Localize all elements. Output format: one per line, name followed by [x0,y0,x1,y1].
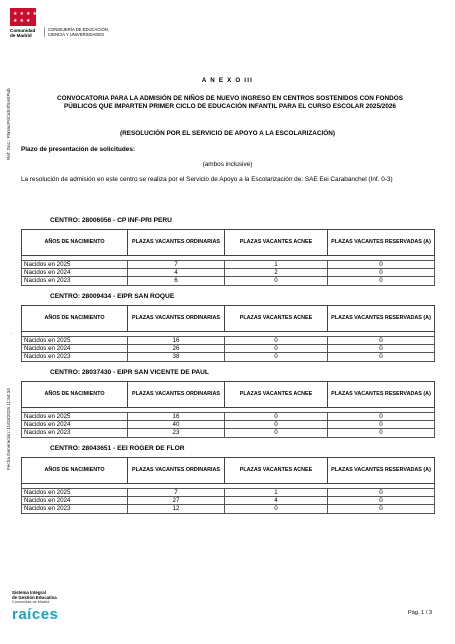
raices-wordmark: raíces [12,606,59,623]
acnee-places-cell: 0 [225,421,328,429]
vacancies-table [21,381,435,438]
acnee-places-cell: 0 [225,353,328,361]
ordinary-places-cell: 7 [128,261,225,269]
acnee-places-cell: 0 [225,413,328,421]
ordinary-places-cell: 12 [128,505,225,513]
birth-year-cell: Nacidos en 2024 [22,269,128,277]
reserved-places-cell: 0 [328,505,435,513]
table-row [22,497,435,505]
ordinary-places-cell: 40 [128,421,225,429]
birth-year-cell: Nacidos en 2025 [22,489,128,497]
birth-year-cell: Nacidos en 2025 [22,413,128,421]
header-birth-year: AÑOS DE NACIMIENTO [22,230,128,256]
centro-title: CENTRO: 28006056 - CP INF-PRI PERU [50,217,172,224]
birth-year-cell: Nacidos en 2023 [22,277,128,285]
header-ordinary-places: PLAZAS VACANTES ORDINARIAS [128,306,225,332]
ordinary-places-cell: 16 [128,337,225,345]
centro-title: CENTRO: 28009434 - EIPR SAN ROQUE [50,293,175,300]
madrid-flag-icon: ★ ★ ★ ★ ★ ★ ★ [10,8,36,26]
table-row [22,413,435,421]
table-header-row [22,306,435,332]
reserved-places-cell: 0 [328,413,435,421]
application-period-label: Plazo de presentación de solicitudes: [21,146,135,153]
header-ordinary-places: PLAZAS VACANTES ORDINARIAS [128,458,225,484]
system-name-line-1: Sistema Integral [12,590,46,595]
side-generation-date: Fecha Generación: 11/03/2025 11:54:34 [6,388,11,470]
org-name-line-1: Comunidad [10,28,36,33]
table-row [22,429,435,437]
table-row [22,489,435,497]
department-line-1: CONSEJERÍA DE EDUCACIÓN, [48,27,109,32]
vacancies-table [21,457,435,514]
birth-year-cell: Nacidos en 2024 [22,345,128,353]
reserved-places-cell: 0 [328,345,435,353]
side-dot: . [11,330,13,336]
ordinary-places-cell: 6 [128,277,225,285]
birth-year-cell: Nacidos en 2025 [22,337,128,345]
header-acnee-places: PLAZAS VACANTES ACNEE [225,306,328,332]
birth-year-cell: Nacidos en 2024 [22,497,128,505]
birth-year-cell: Nacidos en 2023 [22,505,128,513]
header-acnee-places: PLAZAS VACANTES ACNEE [225,230,328,256]
reserved-places-cell: 0 [328,497,435,505]
acnee-places-cell: 0 [225,505,328,513]
convocatoria-title: CONVOCATORIA PARA LA ADMISIÓN DE NIÑOS DE NUEVO INGRESO EN CENTROS SOSTENIDOS CON FONDOS PÚBLICOS QUE IMPARTEN PRIMER CICLO DE EDUCACIÓN INFANTIL PARA EL CURSO ESCOLAR 2025/2026 [57,95,403,111]
acnee-places-cell: 1 [225,261,328,269]
raices-logo [12,590,58,623]
ordinary-places-cell: 23 [128,429,225,437]
header-birth-year: AÑOS DE NACIMIENTO [22,458,128,484]
ordinary-places-cell: 26 [128,345,225,353]
acnee-places-cell: 1 [225,489,328,497]
header-reserved-places: PLAZAS VACANTES RESERVADAS (A) [328,458,435,484]
annex-title: A N E X O III [201,77,254,84]
reserved-places-cell: 0 [328,337,435,345]
vacancies-table [21,229,435,286]
table-row [22,353,435,361]
ordinary-places-cell: 4 [128,269,225,277]
header-ordinary-places: PLAZAS VACANTES ORDINARIAS [128,230,225,256]
reserved-places-cell: 0 [328,277,435,285]
system-name-line-3: Comunidad de Madrid [12,600,50,604]
reserved-places-cell: 0 [328,269,435,277]
table-row [22,345,435,353]
table-header-row [22,230,435,256]
header-birth-year: AÑOS DE NACIMIENTO [22,306,128,332]
birth-year-cell: Nacidos en 2023 [22,429,128,437]
header-ordinary-places: PLAZAS VACANTES ORDINARIAS [128,382,225,408]
header-birth-year: AÑOS DE NACIMIENTO [22,382,128,408]
acnee-places-cell: 0 [225,337,328,345]
header-reserved-places: PLAZAS VACANTES RESERVADAS (A) [328,230,435,256]
header-acnee-places: PLAZAS VACANTES ACNEE [225,382,328,408]
acnee-places-cell: 0 [225,429,328,437]
acnee-places-cell: 0 [225,277,328,285]
department-line-2: CIENCIA Y UNIVERSIDADES [48,32,104,37]
birth-year-cell: Nacidos en 2023 [22,353,128,361]
ordinary-places-cell: 27 [128,497,225,505]
department-name [44,27,114,37]
reserved-places-cell: 0 [328,429,435,437]
acnee-places-cell: 0 [225,345,328,353]
table-header-row [22,458,435,484]
acnee-places-cell: 2 [225,269,328,277]
header-reserved-places: PLAZAS VACANTES RESERVADAS (A) [328,306,435,332]
acnee-places-cell: 4 [225,497,328,505]
reserved-places-cell: 0 [328,353,435,361]
org-name-line-2: de Madrid [10,33,32,38]
reserved-places-cell: 0 [328,261,435,269]
resolution-subtitle: (RESOLUCIÓN POR EL SERVICIO DE APOYO A LA ESCOLARIZACIÓN) [119,130,336,137]
header-acnee-places: PLAZAS VACANTES ACNEE [225,458,328,484]
centro-title: CENTRO: 28043651 - EEI ROGER DE FLOR [50,445,185,452]
birth-year-cell: Nacidos en 2025 [22,261,128,269]
intro-paragraph: La resolución de admisión en este centro se realiza por el Servicio de Apoyo a la Escolarización de: SAE Eei Carabanchel (Inf. 0-3) [21,176,393,183]
ordinary-places-cell: 7 [128,489,225,497]
reserved-places-cell: 0 [328,421,435,429]
ordinary-places-cell: 16 [128,413,225,421]
centro-title: CENTRO: 28037430 - EIPR SAN VICENTE DE PAUL [50,369,209,376]
table-row [22,505,435,513]
header-reserved-places: PLAZAS VACANTES RESERVADAS (A) [328,382,435,408]
table-row [22,261,435,269]
side-reference: Ref: Doc.: PlaVacPriCiclInfSAEPub [6,88,11,160]
birth-year-cell: Nacidos en 2024 [22,421,128,429]
reserved-places-cell: 0 [328,489,435,497]
table-header-row [22,382,435,408]
table-row [22,421,435,429]
table-row [22,277,435,285]
table-row [22,269,435,277]
page-number: Pág. 1 / 3 [408,610,432,616]
vacancies-table [21,305,435,362]
system-name-line-2: de Gestión Educativa [12,595,57,600]
table-row [22,337,435,345]
ordinary-places-cell: 38 [128,353,225,361]
inclusive-note: (ambos inclusive) [202,161,253,168]
